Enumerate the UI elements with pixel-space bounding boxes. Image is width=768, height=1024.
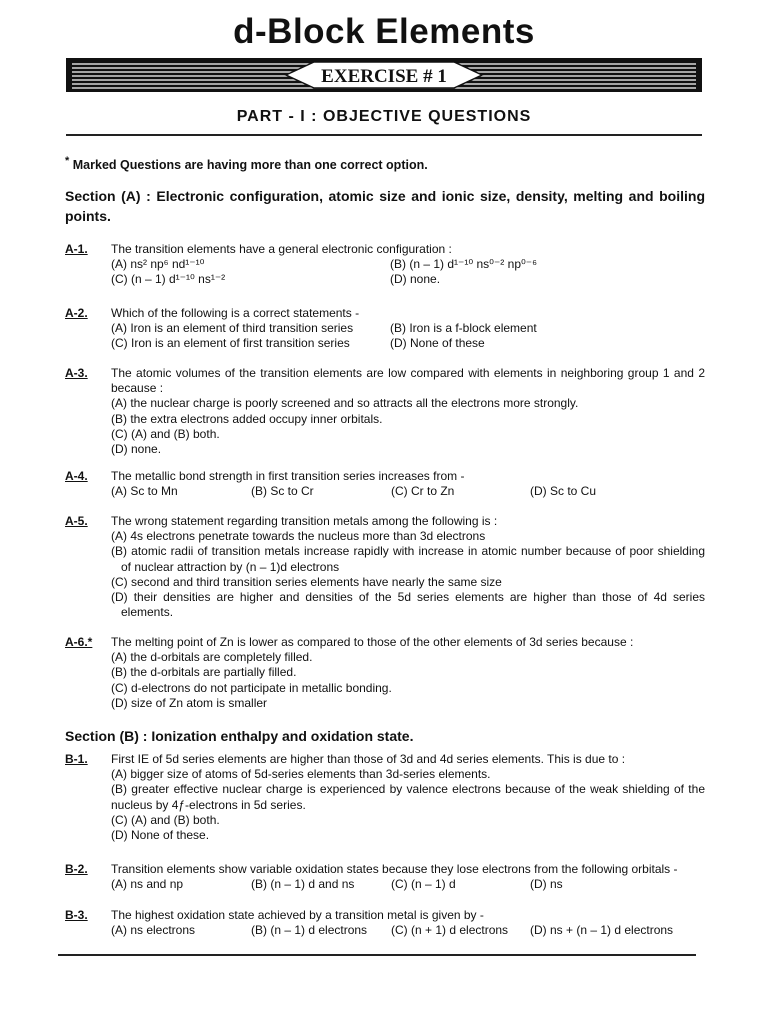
question-b2 xyxy=(65,862,705,892)
question-number: B-2. xyxy=(65,862,88,876)
section-a-heading: Section (A) : Electronic configuration, atomic size and ionic size, density, melting and boiling points. xyxy=(65,188,705,224)
option-d: (D) None of these. xyxy=(111,828,210,843)
question-number: A-3. xyxy=(65,366,88,380)
option-b: (B) greater effective nuclear charge is experienced by valence electrons because of the weak shielding of the nucleus by 4ƒ-electrons in 5d series. xyxy=(111,782,705,812)
question-stem: The atomic volumes of the transition elements are low compared with elements in neighboring group 1 and 2 because : xyxy=(111,366,705,396)
option-c: (C) Cr to Zn xyxy=(391,484,455,499)
option-a: (A) 4s electrons penetrate towards the nucleus more than 3d electrons xyxy=(111,529,486,544)
option-b: (B) Sc to Cr xyxy=(251,484,314,499)
question-number: B-1. xyxy=(65,752,88,766)
option-a: (A) ns² np⁶ nd¹⁻¹⁰ xyxy=(111,257,205,272)
option-b: (B) (n – 1) d and ns xyxy=(251,877,355,892)
option-d: (D) none. xyxy=(111,442,162,457)
option-a: (A) ns and np xyxy=(111,877,184,892)
instruction-note xyxy=(65,155,428,172)
question-a6 xyxy=(65,635,705,711)
footer-divider xyxy=(58,954,696,956)
question-stem: The melting point of Zn is lower as compared to those of the other elements of 3d series because : xyxy=(111,635,634,649)
option-a: (A) bigger size of atoms of 5d-series elements than 3d-series elements. xyxy=(111,767,491,782)
option-b: (B) atomic radii of transition metals increase rapidly with increase in atomic number because of poor shielding of nuclear attraction by (n – 1)d electrons xyxy=(111,544,705,574)
option-a: (A) Sc to Mn xyxy=(111,484,178,499)
note-star: * xyxy=(65,155,70,167)
question-number: A-2. xyxy=(65,306,88,320)
section-b-heading: Section (B) : Ionization enthalpy and oxidation state. xyxy=(65,728,414,744)
question-a4 xyxy=(65,469,705,499)
note-text: Marked Questions are having more than one correct option. xyxy=(72,158,428,173)
question-number: B-3. xyxy=(65,908,88,922)
question-a5 xyxy=(65,514,705,620)
option-a: (A) the d-orbitals are completely filled. xyxy=(111,650,313,665)
option-d: (D) size of Zn atom is smaller xyxy=(111,695,268,710)
option-a: (A) the nuclear charge is poorly screened and so attracts all the electrons more strongly. xyxy=(111,396,579,411)
option-d: (D) ns xyxy=(530,877,563,892)
question-b1 xyxy=(65,752,705,843)
option-d: (D) Sc to Cu xyxy=(530,484,597,499)
question-b3 xyxy=(65,908,705,938)
question-a1 xyxy=(65,242,705,288)
option-b: (B) Iron is a f-block element xyxy=(390,321,537,336)
option-c: (C) (n – 1) d xyxy=(391,877,456,892)
option-b: (B) the extra electrons added occupy inner orbitals. xyxy=(111,411,383,426)
question-stem: Which of the following is a correct statements - xyxy=(111,306,360,320)
question-stem: The highest oxidation state achieved by a transition metal is given by - xyxy=(111,908,484,922)
option-d: (D) None of these xyxy=(390,336,485,351)
question-stem: Transition elements show variable oxidation states because they lose electrons from the following orbitals - xyxy=(111,862,678,876)
question-stem: The wrong statement regarding transition metals among the following is : xyxy=(111,514,498,528)
part-divider xyxy=(66,134,702,136)
option-d: (D) their densities are higher and densities of the 5d series elements are higher than those of 4d series elements. xyxy=(111,590,705,620)
question-number: A-6.* xyxy=(65,635,93,649)
page-title: d-Block Elements xyxy=(233,12,535,51)
exercise-banner xyxy=(66,58,702,92)
option-c: (C) Iron is an element of first transition series xyxy=(111,336,350,351)
option-d: (D) ns + (n – 1) d electrons xyxy=(530,923,674,938)
exercise-label: EXERCISE # 1 xyxy=(321,66,447,87)
option-a: (A) Iron is an element of third transition series xyxy=(111,321,354,336)
option-c: (C) (n + 1) d electrons xyxy=(391,923,509,938)
question-number: A-4. xyxy=(65,469,88,483)
part-title: PART - I : OBJECTIVE QUESTIONS xyxy=(236,108,532,125)
question-number: A-1. xyxy=(65,242,88,256)
option-c: (C) (A) and (B) both. xyxy=(111,426,220,441)
option-c: (C) d-electrons do not participate in metallic bonding. xyxy=(111,680,392,695)
option-b: (B) (n – 1) d electrons xyxy=(251,923,368,938)
option-d: (D) none. xyxy=(390,272,441,287)
question-a3 xyxy=(65,366,705,457)
question-stem: The transition elements have a general electronic configuration : xyxy=(111,242,452,256)
option-c: (C) (n – 1) d¹⁻¹⁰ ns¹⁻² xyxy=(111,272,226,287)
question-stem: The metallic bond strength in first transition series increases from - xyxy=(111,469,465,483)
option-b: (B) the d-orbitals are partially filled. xyxy=(111,665,297,680)
option-a: (A) ns electrons xyxy=(111,923,196,938)
question-a2 xyxy=(65,306,705,352)
question-number: A-5. xyxy=(65,514,88,528)
option-b: (B) (n – 1) d¹⁻¹⁰ ns⁰⁻² np⁰⁻⁶ xyxy=(390,257,538,272)
option-c: (C) (A) and (B) both. xyxy=(111,812,220,827)
question-stem: First IE of 5d series elements are higher than those of 3d and 4d series elements. This is due to : xyxy=(111,752,626,766)
option-c: (C) second and third transition series elements have nearly the same size xyxy=(111,574,502,589)
